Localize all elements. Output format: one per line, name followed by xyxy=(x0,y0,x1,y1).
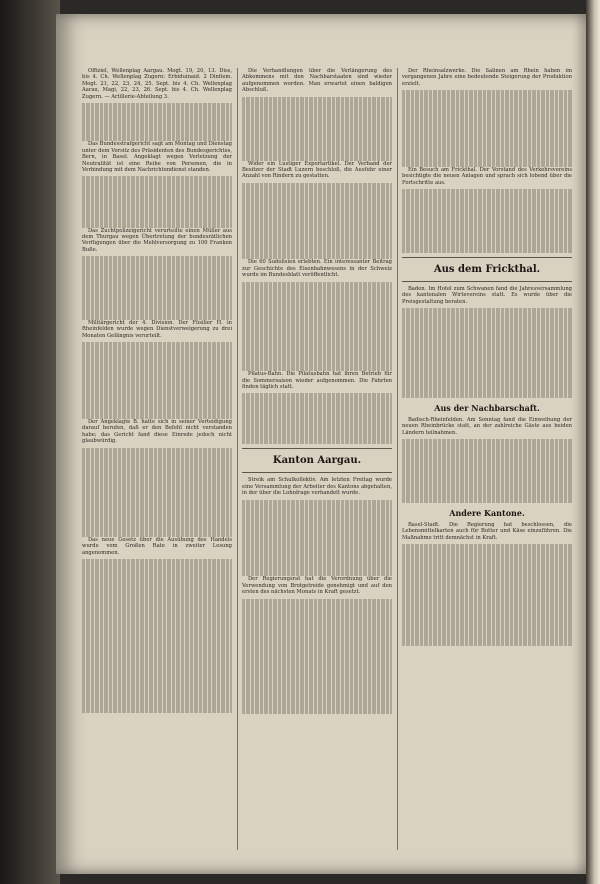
column-divider xyxy=(397,68,398,850)
section-heading-nachbarschaft: Aus der Nachbarschaft. xyxy=(434,402,540,413)
text-lines xyxy=(82,448,232,537)
article-paragraph: Badisch-Rheinfelden. Am Sonntag fand die Einweihung der neuen Rheinbrücke statt, an der zahlreiche Gäste aus beiden Ländern teilnahmen. xyxy=(402,416,572,436)
article-paragraph: Ein Besuch am Frickthal. Der Vorstand des Verkehrsvereins besichtigte die neuen Anlagen und sprach sich lobend über die Fortschritte aus. xyxy=(402,166,572,186)
article-paragraph: Pilatus-Bahn. Die Pilatusbahn hat ihren Betrieb für die Sommersaison wieder aufgenommen. Die Fahrten finden täglich statt. xyxy=(242,371,392,390)
article-paragraph: Basel-Stadt. Die Regierung hat beschlossen, die Lebensmittelkarten auch für Butter und Käse einzuführen. Die Maßnahme tritt demnächst in Kraft. xyxy=(402,521,572,541)
text-lines xyxy=(82,103,232,141)
section-rule xyxy=(242,472,392,473)
text-lines xyxy=(402,544,572,646)
text-lines xyxy=(82,559,232,712)
column-2 xyxy=(242,68,392,850)
article-paragraph: Das neue Gesetz über die Ausübung des Handels wurde vom Großen Rate in zweiter Lesung angenommen. xyxy=(82,537,232,556)
text-lines xyxy=(242,183,392,260)
section-rule xyxy=(402,257,572,258)
text-lines xyxy=(402,189,572,253)
text-lines xyxy=(242,500,392,577)
column-1 xyxy=(82,68,232,850)
newspaper-page xyxy=(56,14,586,874)
article-paragraph: Baden. Im Hotel zum Schwanen fand die Jahresversammlung des kantonalen Wirtevereins statt. Es wurde über die Preisgestaltung beraten. xyxy=(402,286,572,305)
article-paragraph: Militärgericht der 4. Division. Der Füsilier H. in Rheinfelden wurde wegen Dienstverweigerung zu drei Monaten Gefängnis verurteilt. xyxy=(82,320,232,339)
text-lines xyxy=(82,176,232,227)
text-lines xyxy=(242,282,392,371)
section-rule xyxy=(402,281,572,282)
section-heading-andere-kantone: Andere Kantone. xyxy=(449,507,525,518)
text-lines xyxy=(402,308,572,397)
text-lines xyxy=(242,599,392,714)
text-lines xyxy=(242,97,392,161)
text-lines xyxy=(242,393,392,444)
article-paragraph: Wider ein Lustiger Exportartikel. Der Verband der Besitzer der Stadt Luzern beschloß, die Ausfuhr einer Anzahl von Rindern zu gestatten. xyxy=(242,160,392,180)
article-paragraph: Das Bundesstrafgericht sagt am Montag und Dienstag unter dem Vorsitz des Präsidenten des Bundesgerichtes, Bern, in Basel. Angeklagt wegen Verletzung der Neutralität ist eine Reihe von Personen, die in Verbindung mit dem Nachrichtendienst standen. xyxy=(82,141,232,173)
article-paragraph: Der Rheinsalzwerke. Die Salinen am Rhein haben im vergangenen Jahre eine bedeutende Steigerung der Produktion erzielt. xyxy=(402,68,572,87)
text-lines xyxy=(82,256,232,320)
column-divider xyxy=(237,68,238,850)
section-rule xyxy=(242,448,392,449)
text-lines xyxy=(402,439,572,503)
article-paragraph: Die 60 Sudolisien erlebten. Ein interessanter Beitrag zur Geschichte des Eisenbahnwesens in der Schweiz wurde im Bundesblatt veröffentlicht. xyxy=(242,259,392,279)
text-lines xyxy=(402,90,572,167)
section-heading-frickthal: Aus dem Frickthal. xyxy=(433,264,541,276)
column-3 xyxy=(402,68,572,850)
text-lines xyxy=(82,342,232,419)
page-stack-edge xyxy=(586,0,600,884)
article-paragraph: Der Angeklagte B. hatte sich in seiner Verteidigung darauf berufen, daß er den Befehl nicht verstanden habe; das Gericht fand diese Einrede jedoch nicht glaubwürdig. xyxy=(82,418,232,445)
article-paragraph: Streik am Schulkollektiv. Am letzten Freitag wurde eine Versammlung der Arbeiter des Kantons abgehalten, in der über die Lohnfrage verhandelt wurde. xyxy=(242,477,392,497)
article-paragraph: Der Regierungsrat hat die Verordnung über die Verwendung von Brotgetreide genehmigt und auf den ersten des nächsten Monats in Kraft gesetzt. xyxy=(242,576,392,596)
section-heading-kanton-aargau: Kanton Aargau. xyxy=(272,455,362,467)
article-paragraph: Offiziel, Wellenplag Aargau. Mogt. 19, 20, 13. Diss, bis 4. Ch. Wellenplag Zugern: Erbiduinaid. 2 Dinfiem. Mogt. 21, 22, 23, 24, 25. Sept. bis 4. Ch. Wellenplag Aarau, Magi, 22, 23, 26. Sept. bis 4. Ch. Wellenplag Zugern. — Artillerie-Abteilung 3. xyxy=(82,68,232,100)
article-paragraph: Die Verhandlungen über die Verlängerung des Abkommens mit den Nachbarstaaten sind wieder aufgenommen worden. Man erwartet einen baldigen Abschluß. xyxy=(242,68,392,94)
article-paragraph: Das Zuchtpolizeigericht verurteilte einen Müller aus dem Thurgau wegen Übertretung der bundesrätlichen Verfügungen über die Mehlversorgung zu 100 Franken Buße. xyxy=(82,227,232,253)
book-binding-edge xyxy=(0,0,60,884)
